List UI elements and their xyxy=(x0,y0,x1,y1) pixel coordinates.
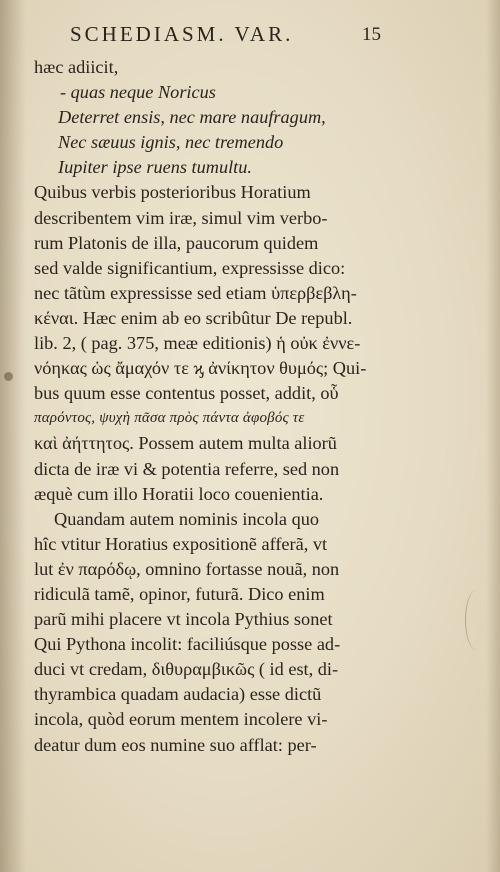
text-block xyxy=(34,55,374,758)
text-line: hæc adiicit, xyxy=(34,57,119,77)
paragraph-start-line: Quandam autem nominis incola quo xyxy=(54,508,320,529)
verse-line: Deterret ensis, nec mare naufragum, xyxy=(58,107,326,128)
text-line: Quibus verbis posterioribus Horatium xyxy=(34,182,311,203)
text-line: rum Platonis de illa, paucorum quidem xyxy=(34,232,319,253)
text-line: hîc vtitur Horatius expositionẽ afferã, vt xyxy=(34,533,328,554)
text-line: bus quum esse contentus posset, addit, οὗ xyxy=(34,383,339,404)
greek-line: παρόντος, ψυχὴ πᾶσα πρὸς πάντα ἀφοβός τε xyxy=(34,410,305,427)
text-line: duci vt credam, διθυραμβικῶς ( id est, di- xyxy=(34,659,339,680)
pencil-mark xyxy=(465,590,488,650)
verse-line: Iupiter ipse ruens tumultu. xyxy=(58,157,252,178)
text-line: sed valde significantium, expressisse dico: xyxy=(34,257,346,278)
text-line: lib. 2, ( pag. 375, meæ editionis) ἡ οὐκ ἐννε- xyxy=(34,333,361,354)
page-number: 15 xyxy=(362,24,381,45)
text-line: parũ mihi placere vt incola Pythius sonet xyxy=(34,609,333,630)
text-line: thyrambica quadam audacia) esse dictũ xyxy=(34,684,322,705)
text-line: lut ἐν παρόδῳ, omnino fortasse nouã, non xyxy=(34,558,340,579)
gutter-shadow xyxy=(0,0,26,872)
text-line: νόηκας ὡς ἄμαχόν τε ϗ ἀνίκητον θυμός; Qui- xyxy=(34,358,367,379)
text-line: κέναι. Hæc enim ab eo scribûtur De republ. xyxy=(34,307,353,328)
text-line: ridiculã tamẽ, opinor, futurã. Dico enim xyxy=(34,583,325,604)
running-header: SCHEDIASM. VAR. xyxy=(70,22,294,46)
text-line: nec tãtùm expressisse sed etiam ὑπερβεβλη- xyxy=(34,282,357,303)
verse-line: Nec sæuus ignis, nec tremendo xyxy=(58,132,284,153)
text-line: dicta de iræ vi & potentia referre, sed non xyxy=(34,458,340,479)
text-line: deatur dum eos numine suo afflat: per- xyxy=(34,734,317,755)
verse-line: - quas neque Noricus xyxy=(60,82,216,103)
text-line: describentem vim iræ, simul vim verbo- xyxy=(34,207,328,228)
text-line: æquè cum illo Horatii loco couenientia. xyxy=(34,483,324,504)
text-line: Qui Pythona incolit: faciliúsque posse ad- xyxy=(34,634,341,655)
ink-smudge xyxy=(4,372,13,381)
page-edge xyxy=(486,0,500,872)
text-line: incola, quòd eorum mentem incolere vi- xyxy=(34,709,328,730)
text-line: καὶ ἀήττητος. Possem autem multa aliorũ xyxy=(34,433,337,454)
